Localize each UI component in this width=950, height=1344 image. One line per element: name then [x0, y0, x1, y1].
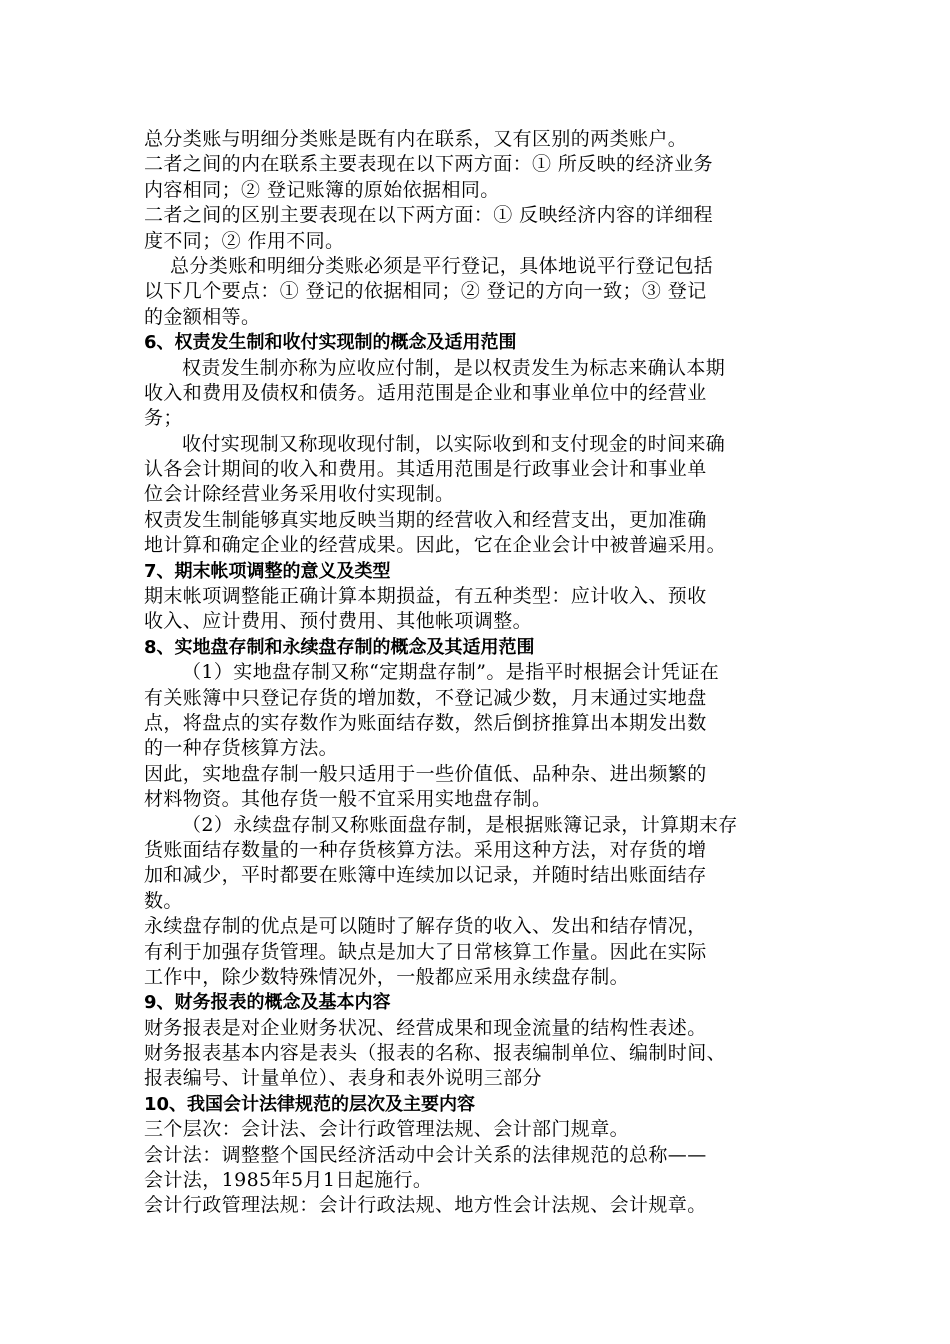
- paragraph-line: 三个层次：会计法、会计行政管理法规、会计部门规章。: [144, 1118, 630, 1141]
- paragraph-line: 度不同；② 作用不同。: [144, 229, 345, 252]
- section-heading: 9、财务报表的概念及基本内容: [144, 992, 391, 1014]
- paragraph-line: 认各会计期间的收入和费用。其适用范围是行政事业会计和事业单: [144, 458, 707, 481]
- paragraph-line: 二者之间的内在联系主要表现在以下两方面：① 所反映的经济业务: [144, 153, 714, 176]
- paragraph-line: 会计行政管理法规：会计行政法规、地方性会计法规、会计规章。: [144, 1194, 707, 1217]
- paragraph-line: 财务报表是对企业财务状况、经营成果和现金流量的结构性表述。: [144, 1016, 707, 1039]
- paragraph-line: 工作中，除少数特殊情况外，一般都应采用永续盘存制。: [144, 965, 630, 988]
- section-heading: 7、期末帐项调整的意义及类型: [144, 560, 391, 582]
- paragraph-line: 材料物资。其他存货一般不宜采用实地盘存制。: [144, 788, 552, 811]
- paragraph-line: 报表编号、计量单位）、表身和表外说明三部分: [144, 1067, 542, 1090]
- paragraph-line: 内容相同；② 登记账簿的原始依据相同。: [144, 178, 500, 201]
- paragraph-line: 位会计除经营业务采用收付实现制。: [144, 483, 455, 506]
- paragraph-line: 二者之间的区别主要表现在以下两方面：① 反映经济内容的详细程: [144, 204, 714, 227]
- paragraph-line: 收付实现制又称现收现付制，以实际收到和支付现金的时间来确: [182, 432, 726, 455]
- paragraph-line: 点，将盘点的实存数作为账面结存数，然后倒挤推算出本期发出数: [144, 711, 707, 734]
- paragraph-line: 的一种存货核算方法。: [144, 737, 339, 760]
- section-heading: 10、我国会计法律规范的层次及主要内容: [144, 1093, 476, 1115]
- paragraph-line: 以下几个要点：① 登记的依据相同；② 登记的方向一致；③ 登记: [144, 280, 707, 303]
- paragraph-line: 因此，实地盘存制一般只适用于一些价值低、品种杂、进出频繁的: [144, 762, 707, 785]
- paragraph-line: 货账面结存数量的一种存货核算方法。采用这种方法，对存货的增: [144, 838, 707, 861]
- paragraph-line: 总分类账与明细分类账是既有内在联系，又有区别的两类账户。: [144, 128, 688, 150]
- paragraph-line: 务；: [144, 407, 183, 430]
- paragraph-line: （2）永续盘存制又称账面盘存制，是根据账簿记录，计算期末存: [182, 813, 738, 836]
- section-heading: 6、权责发生制和收付实现制的概念及适用范围: [144, 332, 517, 354]
- paragraph-line: 的金额相等。: [144, 305, 261, 328]
- paragraph-line: 数。: [144, 889, 183, 912]
- paragraph-line: 期末帐项调整能正确计算本期损益，有五种类型：应计收入、预收: [144, 585, 707, 608]
- paragraph-line: 有关账簿中只登记存货的增加数，不登记减少数，月末通过实地盘: [144, 686, 707, 709]
- paragraph-line: 永续盘存制的优点是可以随时了解存货的收入、发出和结存情况，: [144, 915, 707, 938]
- section-heading: 8、实地盘存制和永续盘存制的概念及其适用范围: [144, 636, 535, 658]
- paragraph-line: 有利于加强存货管理。缺点是加大了日常核算工作量。因此在实际: [144, 940, 707, 963]
- paragraph-line: 财务报表基本内容是表头（报表的名称、报表编制单位、编制时间、: [144, 1042, 727, 1065]
- paragraph-line: 权责发生制亦称为应收应付制，是以权责发生为标志来确认本期: [182, 356, 726, 379]
- document-body: [144, 127, 810, 1219]
- paragraph-line: 总分类账和明细分类账必须是平行登记，具体地说平行登记包括: [170, 254, 714, 277]
- paragraph-line: 收入、应计费用、预付费用、其他帐项调整。: [144, 610, 533, 633]
- paragraph-line: 会计法，1985年5月1日起施行。: [144, 1169, 433, 1192]
- paragraph-line: 地计算和确定企业的经营成果。因此，它在企业会计中被普遍采用。: [144, 534, 727, 557]
- paragraph-line: 会计法：调整整个国民经济活动中会计关系的法律规范的总称——: [144, 1143, 707, 1166]
- paragraph-line: 收入和费用及债权和债务。适用范围是企业和事业单位中的经营业: [144, 381, 707, 404]
- paragraph-line: 加和减少，平时都要在账簿中连续加以记录，并随时结出账面结存: [144, 864, 707, 887]
- paragraph-line: 权责发生制能够真实地反映当期的经营收入和经营支出，更加准确: [144, 508, 707, 531]
- paragraph-line: （1）实地盘存制又称“定期盘存制”。是指平时根据会计凭证在: [182, 661, 720, 684]
